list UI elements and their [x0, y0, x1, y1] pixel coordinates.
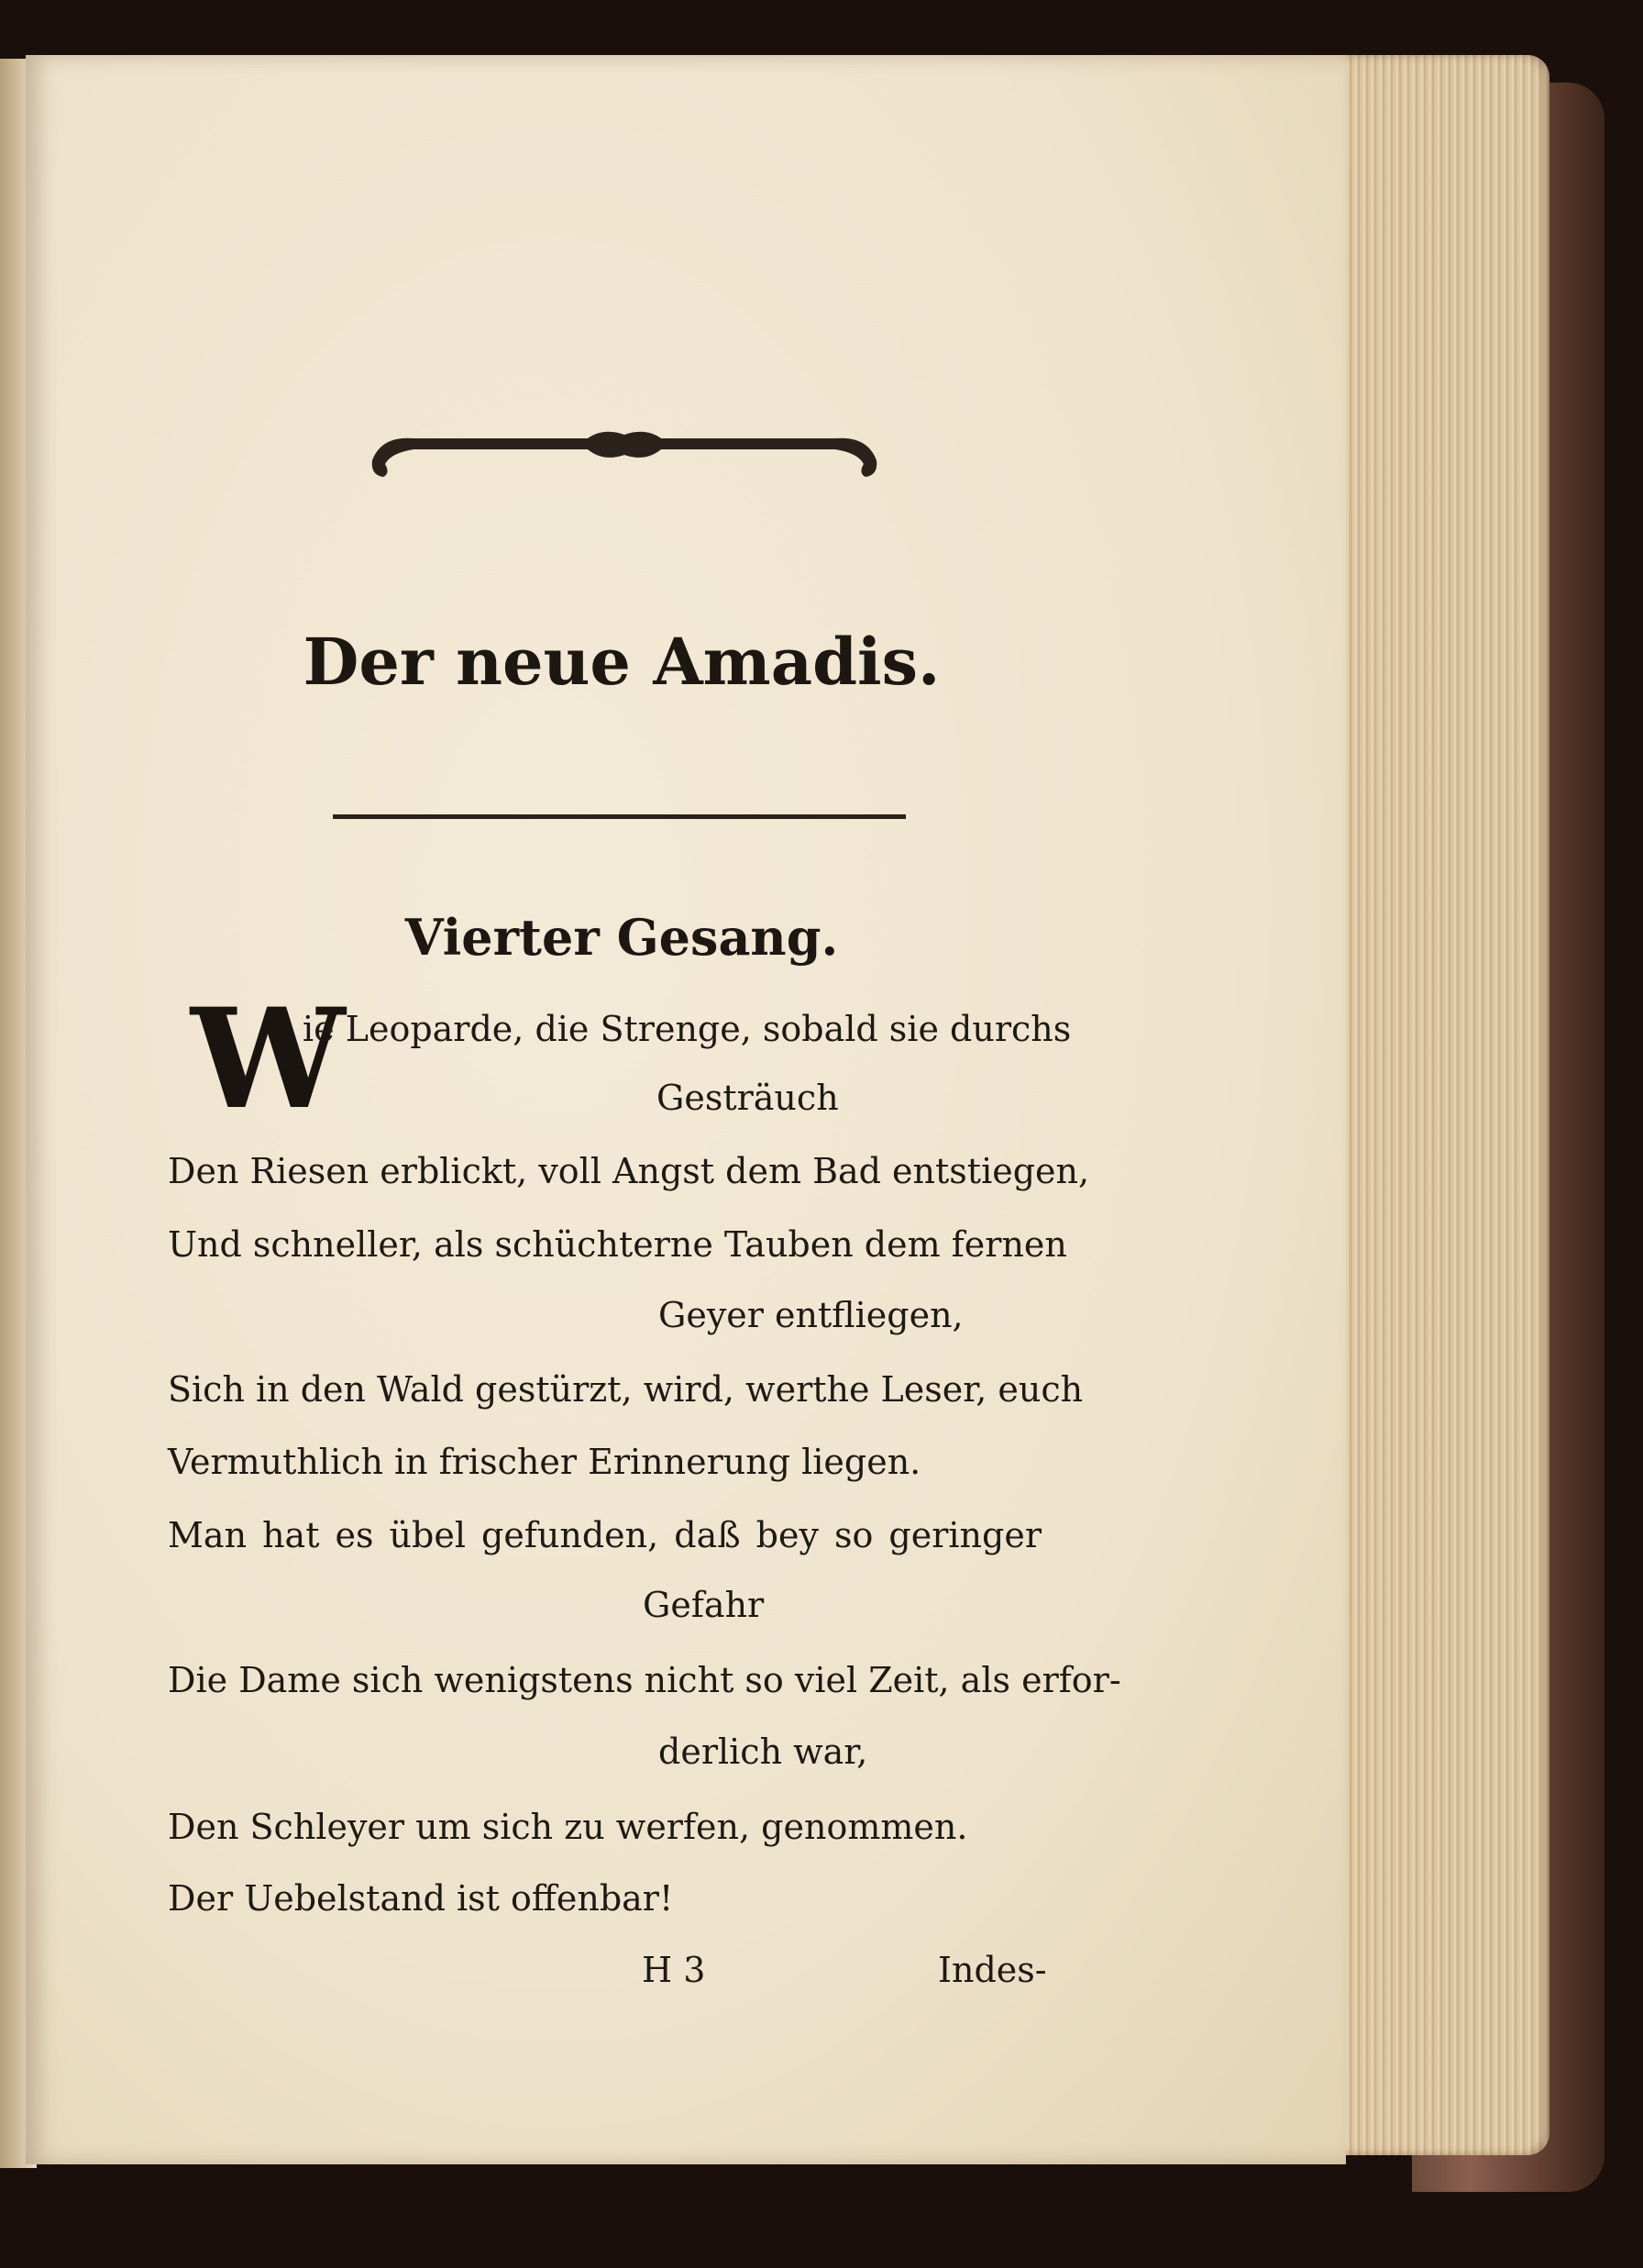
drop-cap: W — [191, 979, 346, 1140]
text-line-3: Den Riesen erblickt, voll Angst dem Bad entstiegen, — [168, 1151, 1090, 1191]
page-edges — [1320, 55, 1549, 2155]
title-rule — [333, 814, 906, 819]
text-line-9: Gefahr — [643, 1585, 765, 1625]
text-line-10: Die Dame sich wenigstens nicht so viel Zeit, als erfor- — [168, 1660, 1121, 1700]
text-line-13: Der Uebelstand ist offenbar! — [168, 1878, 674, 1919]
signature-mark: H 3 — [642, 1950, 706, 1990]
text-line-6: Sich in den Wald gestürzt, wird, werthe Leser, euch — [168, 1369, 1084, 1410]
text-line-5: Geyer entfliegen, — [658, 1295, 964, 1335]
book-title: Der neue Amadis. — [303, 624, 941, 700]
text-line-4: Und schneller, als schüchterne Tauben dem fernen — [168, 1224, 1067, 1265]
text-line-2: Gesträuch — [656, 1078, 839, 1118]
catchword: Indes- — [938, 1950, 1047, 1990]
ornament-icon — [363, 422, 886, 486]
text-line-1: ie Leoparde, die Strenge, sobald sie durchs — [303, 1009, 1072, 1049]
canto-heading: Vierter Gesang. — [404, 908, 839, 967]
text-line-7: Vermuthlich in frischer Erinnerung liegen. — [168, 1442, 921, 1482]
text-line-8: Man hat es übel gefunden, daß bey so geringer — [168, 1515, 1042, 1555]
text-line-11: derlich war, — [658, 1731, 868, 1772]
book-page — [26, 55, 1346, 2164]
text-line-12: Den Schleyer um sich zu werfen, genommen. — [168, 1807, 968, 1847]
